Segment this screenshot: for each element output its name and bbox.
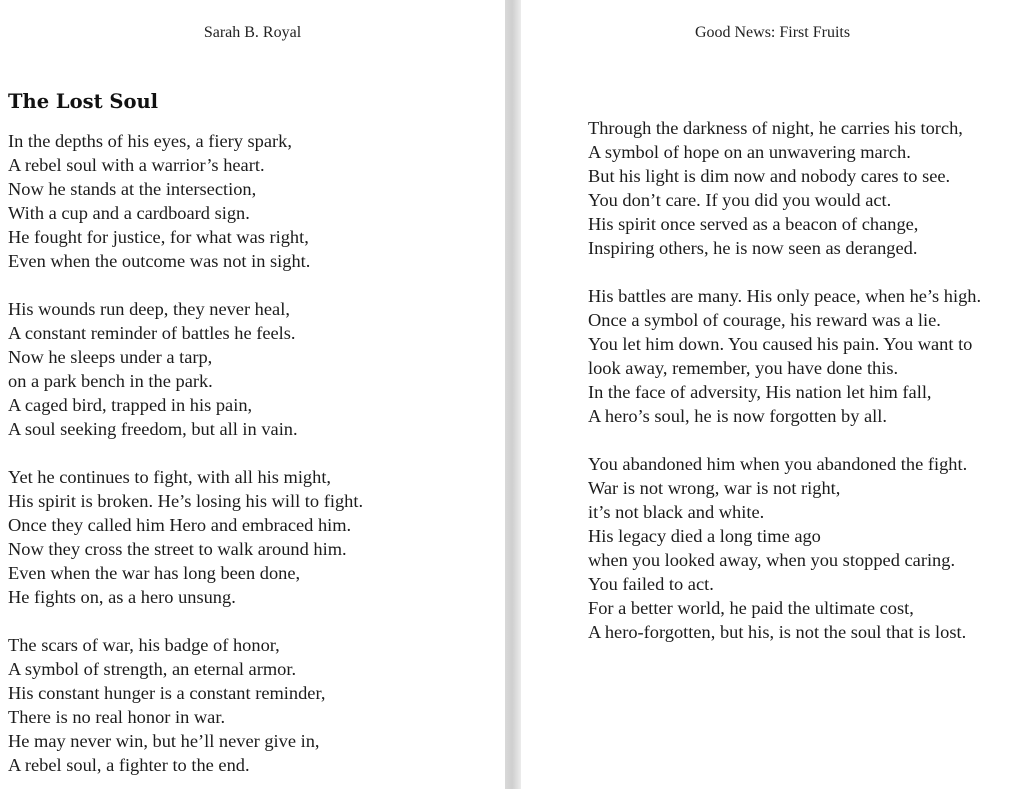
poem-line: Inspiring others, he is now seen as deranged. [588,238,918,258]
poem-line: His legacy died a long time ago [588,526,821,546]
poem-line: His spirit is broken. He’s losing his will to fight. [8,491,364,511]
poem-line: Yet he continues to fight, with all his might, [8,467,332,487]
stanza [8,465,363,609]
poem-line: Now he stands at the intersection, [8,179,257,199]
poem-line: For a better world, he paid the ultimate cost, [588,598,914,618]
poem-line: The scars of war, his badge of honor, [8,635,280,655]
poem-line: But his light is dim now and nobody cares to see. [588,166,951,186]
poem-line: His spirit once served as a beacon of change, [588,214,919,234]
poem-line: Even when the outcome was not in sight. [8,251,311,271]
book-gutter [505,0,521,789]
poem-line: He may never win, but he’ll never give in, [8,731,320,751]
poem-line: Once they called him Hero and embraced him. [8,515,352,535]
poem-line: A soul seeking freedom, but all in vain. [8,419,298,439]
poem-line: There is no real honor in war. [8,707,226,727]
left-poem-body [8,129,363,789]
running-head-author: Sarah B. Royal [203,24,302,41]
poem-line: Now he sleeps under a tarp, [8,347,213,367]
running-head-book-title: Good News: First Fruits [694,24,851,41]
poem-line: Even when the war has long been done, [8,563,301,583]
poem-line: With a cup and a cardboard sign. [8,203,250,223]
poem-line: You abandoned him when you abandoned the fight. [588,454,968,474]
poem-line: Once a symbol of courage, his reward was a lie. [588,310,941,330]
poem-line: A hero’s soul, he is now forgotten by all. [588,406,887,426]
poem-line: A caged bird, trapped in his pain, [8,395,253,415]
poem-line: A constant reminder of battles he feels. [8,323,296,343]
poem-line: look away, remember, you have done this. [588,358,899,378]
poem-line: His battles are many. His only peace, when he’s high. [588,286,982,306]
poem-line: His constant hunger is a constant reminder, [8,683,326,703]
poem-line: A symbol of strength, an eternal armor. [8,659,297,679]
poem-line: on a park bench in the park. [8,371,213,391]
poem-line: it’s not black and white. [588,502,765,522]
poem-line: He fought for justice, for what was right, [8,227,309,247]
right-page[interactable] [521,0,1024,789]
poem-line: You don’t care. If you did you would act. [588,190,892,210]
right-poem-body [588,116,981,668]
poem-line: Through the darkness of night, he carries his torch, [588,118,963,138]
stanza [8,297,363,441]
stanza [8,633,363,777]
stanza [8,129,363,273]
poem-line: His wounds run deep, they never heal, [8,299,290,319]
stanza [588,116,981,260]
stanza [588,284,981,428]
poem-line: A rebel soul, a fighter to the end. [8,755,250,775]
poem-line: A hero-forgotten, but his, is not the soul that is lost. [588,622,967,642]
poem-line: Now they cross the street to walk around him. [8,539,347,559]
poem-line: when you looked away, when you stopped caring. [588,550,956,570]
poem-line: In the face of adversity, His nation let him fall, [588,382,932,402]
stanza [588,452,981,644]
poem-line: You let him down. You caused his pain. You want to [588,334,973,354]
poem-line: In the depths of his eyes, a fiery spark, [8,131,292,151]
poem-line: He fights on, as a hero unsung. [8,587,236,607]
left-page[interactable] [0,0,505,789]
poem-line: You failed to act. [588,574,714,594]
poem-line: War is not wrong, war is not right, [588,478,841,498]
poem-line: A rebel soul with a warrior’s heart. [8,155,265,175]
poem-title: The Lost Soul [8,90,159,113]
poem-line: A symbol of hope on an unwavering march. [588,142,911,162]
